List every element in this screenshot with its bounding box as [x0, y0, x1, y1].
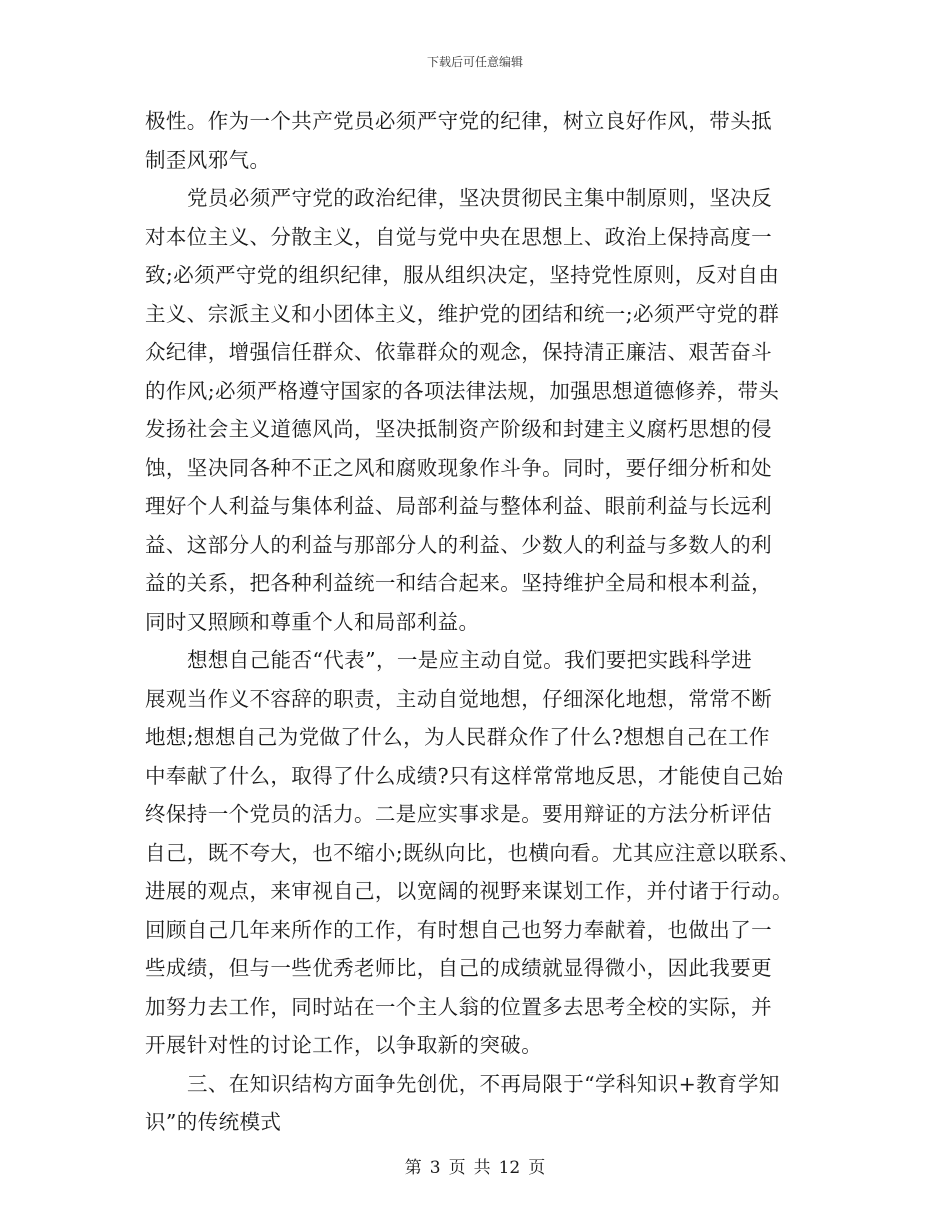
text-line: 地想;想想自己为党做了什么，为人民群众作了什么?想想自己在工作 — [145, 725, 770, 749]
text-line: 益、这部分人的利益与那部分人的利益、少数人的利益与多数人的利 — [145, 532, 772, 557]
page-label-ye: 页 — [448, 1158, 466, 1178]
text-line: 中奉献了什么，取得了什么成绩?只有这样常常地反思，才能使自己始 — [145, 763, 784, 788]
text-line: 自己，既不夸大，也不缩小;既纵向比，也横向看。尤其应注意以联系、 — [145, 840, 801, 865]
paragraph-start-line: 党员必须严守党的政治纪律，坚决贯彻民主集中制原则，坚决反 — [187, 186, 773, 210]
text-line: 进展的观点，来审视自己，以宽阔的视野来谋划工作，并付诸于行动。 — [145, 879, 793, 903]
page-label-ye-end: 页 — [528, 1158, 546, 1178]
text-line: 发扬社会主义道德风尚，坚决抵制资产阶级和封建主义腐朽思想的侵 — [145, 417, 772, 441]
text-line: 理好个人利益与集体利益、局部利益与整体利益、眼前利益与长远利 — [145, 494, 772, 518]
text-line: 开展针对性的讨论工作，以争取新的突破。 — [145, 1033, 543, 1057]
section-heading-line: 三、在知识结构方面争先创优，不再局限于“学科知识+教育学知 — [187, 1071, 780, 1096]
page-footer — [0, 1153, 950, 1178]
page-header: 下载后可任意编辑 — [426, 55, 523, 69]
document-body — [145, 102, 815, 1142]
text-line: 对本位主义、分散主义，自觉与党中央在思想上、政治上保持高度一 — [145, 224, 772, 249]
text-line: 主义、宗派主义和小团体主义，维护党的团结和统一;必须严守党的群 — [145, 301, 780, 326]
current-page-number: 3 — [429, 1158, 441, 1178]
page-label-gong: 共 — [473, 1158, 491, 1178]
text-line: 些成绩，但与一些优秀老师比，自己的成绩就显得微小，因此我要更 — [145, 956, 772, 980]
text-line: 制歪风邪气。 — [145, 147, 271, 172]
text-line: 众纪律，增强信任群众、依靠群众的观念，保持清正廉洁、艰苦奋斗 — [145, 340, 772, 364]
text-line: 加努力去工作，同时站在一个主人翁的位置多去思考全校的实际，并 — [145, 994, 772, 1019]
text-line: 益的关系，把各种利益统一和结合起来。坚持维护全局和根本利益， — [145, 571, 772, 595]
text-line: 回顾自己几年来所作的工作，有时想自己也努力奉献着，也做出了一 — [145, 917, 772, 942]
text-line: 终保持一个党员的活力。二是应实事求是。要用辩证的方法分析评估 — [145, 802, 772, 826]
text-line: 的作风;必须严格遵守国家的各项法律法规，加强思想道德修养，带头 — [145, 378, 780, 403]
text-line: 致;必须严守党的组织纪律，服从组织决定，坚持党性原则，反对自由 — [145, 263, 780, 287]
text-line: 极性。作为一个共产党员必须严守党的纪律，树立良好作风，带头抵 — [145, 109, 772, 133]
text-line: 同时又照顾和尊重个人和局部利益。 — [145, 609, 480, 634]
text-line: 展观当作义不容辞的职责，主动自觉地想，仔细深化地想，常常不断 — [145, 686, 772, 711]
page-label-di: 第 — [404, 1158, 422, 1178]
text-line: 蚀，坚决同各种不正之风和腐败现象作斗争。同时，要仔细分析和处 — [145, 455, 772, 480]
total-page-count: 12 — [498, 1158, 521, 1178]
paragraph-start-line: 想想自己能否“代表”，一是应主动自觉。我们要把实践科学进 — [187, 648, 753, 672]
text-line: 识”的传统模式 — [145, 1110, 282, 1134]
